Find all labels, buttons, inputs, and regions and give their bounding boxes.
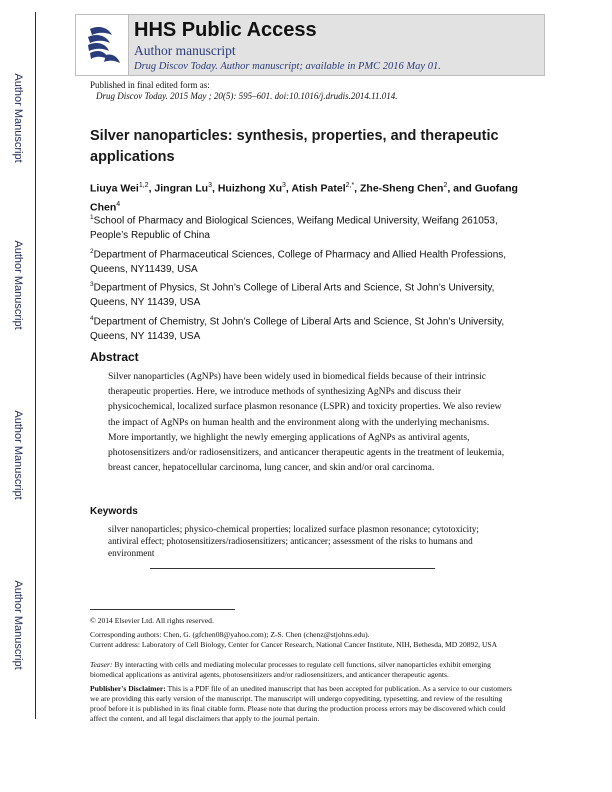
keywords-text: silver nanoparticles; physico-chemical properties; localized surface plasmon resonance; cytotoxicity; antiviral effect; photosensitizers/radiosensitizers; anticancer; assessment of the risks to humans and environment (108, 524, 479, 558)
abstract-text: Silver nanoparticles (AgNPs) have been widely used in biomedical fields because of their intrinsic therapeutic properties. Here, we introduce methods of synthesizing AgNPs and discuss their physicochemical, localized surface plasmon resonance (LSPR) and toxicity properties. We also review the impact of AgNPs on human health and the environment along with the underlying mechanisms. More importantly, we highlight the newly emerging applications of AgNPs as antiviral agents, photosensitizers and/or radiosensitizers, and anticancer therapeutic agents in the treatment of leukemia, breast cancer, hepatocellular carcinoma, lung cancer, and skin and/or oral carcinoma. (108, 371, 505, 474)
footnote-copyright: © 2014 Elsevier Ltd. All rights reserved. (90, 616, 214, 625)
article-title: Silver nanoparticles: synthesis, properties, and therapeutic applications (90, 128, 499, 165)
hhs-eagle-logo (76, 15, 129, 75)
affiliation-1: $^1$School of Pharmacy and Biological Sciences, Weifang Medical University, Weifang 261053, People’s Republic of China (90, 214, 498, 242)
abstract-heading: Abstract (90, 350, 139, 364)
banner-title: HHS Public Access (134, 19, 317, 41)
author-name: Guofang Chen (90, 182, 518, 213)
side-label-1: Author Manuscript (12, 73, 24, 163)
author-list: Liuya Wei$^{1,2}$, Jingran Lu$^3$, Huizhong Xu$^3$, Atish Patel$^{2,*}$, Zhe-Sheng Chen$^2$, and Guofang Chen$^4$ (90, 182, 518, 213)
footnote-disclaimer: Publisher's Disclaimer: This is a PDF file of an unedited manuscript that has been accepted for publication. As a service to our customers we are providing this early version of the manuscript. The manuscript will undergo copyediting, typesetting, and review of the resulting proof before it is published in its final citable form. Please note that during the production process errors may be discovered which could affect the content, and all legal disclaimers that apply to the journal pertain. (90, 684, 512, 723)
hhs-banner (75, 14, 545, 76)
author-name: Liuya Wei (90, 182, 139, 195)
author-name: Huizhong Xu (217, 182, 282, 195)
footnote-corresponding: Corresponding authors: Chen, G. (gfchen08@yahoo.com); Z-S. Chen (chenz@stjohns.edu). (90, 630, 370, 639)
footnote-teaser: Teaser: By interacting with cells and mediating molecular processes to regulate cell functions, silver nanoparticles exhibit emerging biomedical applications as antiviral agents, photosensitizers and/or radiosensitizers, and anticancer therapeutic agents. (90, 660, 491, 679)
author-name: Atish Patel (291, 182, 346, 195)
pub-line-2: Drug Discov Today. 2015 May ; 20(5): 595–601. doi:10.1016/j.drudis.2014.11.014. (96, 91, 398, 101)
side-label-3: Author Manuscript (12, 410, 24, 500)
side-rule (35, 12, 36, 719)
affiliation-3: $^3$Department of Physics, St John’s College of Liberal Arts and Science, St John’s University, Queens, NY 11439, USA (90, 281, 495, 309)
side-label-4: Author Manuscript (12, 580, 24, 670)
author-name: Zhe-Sheng Chen (360, 182, 444, 195)
section-divider (150, 568, 435, 569)
pub-line-1: Published in final edited form as: (90, 80, 210, 90)
footnote-current-address: Current address: Laboratory of Cell Biology, Center for Cancer Research, National Cancer Institute, NIH, Bethesda, MD 20892, USA (90, 640, 498, 649)
side-label-2: Author Manuscript (12, 240, 24, 330)
banner-subtitle: Author manuscript (134, 43, 236, 58)
affiliation-2: $^2$Department of Pharmaceutical Sciences, College of Pharmacy and Allied Health Professions, Queens, NY11439, USA (90, 248, 507, 276)
keywords-heading: Keywords (90, 506, 138, 517)
affiliation-4: $^4$Department of Chemistry, St John’s College of Liberal Arts and Science, St John’s University, Queens, NY 11439, USA (90, 315, 505, 343)
author-name: Jingran Lu (154, 182, 209, 195)
banner-note: Drug Discov Today. Author manuscript; available in PMC 2016 May 01. (134, 61, 441, 72)
footnote-divider (90, 609, 235, 610)
